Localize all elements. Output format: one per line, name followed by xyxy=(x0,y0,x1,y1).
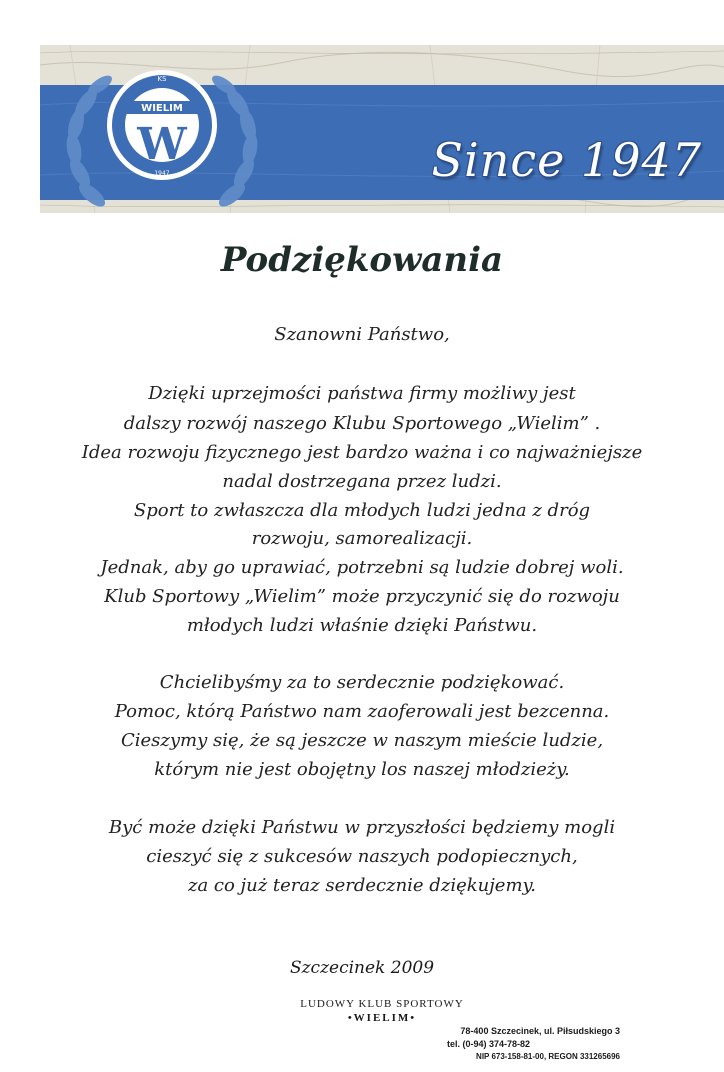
svg-text:KS: KS xyxy=(157,75,167,83)
letter-title: Podziękowania xyxy=(220,240,504,280)
text-line: cieszyć się z sukcesów naszych podopiecznych, xyxy=(146,846,578,867)
city-date: Szczecinek 2009 xyxy=(289,958,435,978)
text-line: którym nie jest obojętny los naszej młodzieży. xyxy=(154,759,570,780)
header-banner xyxy=(40,45,724,213)
text-line: Cieszymy się, że są jeszcze w naszym mieście ludzie, xyxy=(120,730,604,751)
text-line: nadal dostrzegana przez ludzi. xyxy=(222,471,502,492)
text-line: dalszy rozwój naszego Klubu Sportowego „Wielim” . xyxy=(123,413,601,434)
stamp-nip-regon: NIP 673-158-81-00, REGON 331265696 xyxy=(476,1052,620,1061)
text-line: Idea rozwoju fizycznego jest bardzo ważna i co najważniejsze xyxy=(81,442,643,463)
text-line: Być może dzięki Państwu w przyszłości będziemy mogli xyxy=(108,817,616,838)
stamp-club: LUDOWY KLUB SPORTOWY xyxy=(300,998,464,1010)
text-line: Sport to zwłaszcza dla młodych ludzi jedna z dróg xyxy=(133,500,591,521)
svg-text:WIELIM: WIELIM xyxy=(141,103,183,114)
stamp-address: 78-400 Szczecinek, ul. Piłsudskiego 3 xyxy=(460,1026,620,1036)
greeting: Szanowni Państwo, xyxy=(274,324,450,345)
club-crest-icon xyxy=(104,67,220,183)
text-line: młodych ludzi właśnie dzięki Państwu. xyxy=(186,615,538,636)
text-line: Klub Sportowy „Wielim” może przyczynić się do rozwoju xyxy=(104,586,620,607)
text-line: rozwoju, samorealizacji. xyxy=(251,528,473,549)
stamp-tel: tel. (0-94) 374-78-82 xyxy=(446,1039,530,1049)
text-line: Jednak, aby go uprawiać, potrzebni są ludzie dobrej woli. xyxy=(100,557,624,578)
svg-text:1947: 1947 xyxy=(154,170,170,177)
svg-text:W: W xyxy=(137,119,187,170)
text-line: Pomoc, którą Państwo nam zaoferowali jest bezcenna. xyxy=(114,701,610,722)
text-line: Dzięki uprzejmości państwa firmy możliwy jest xyxy=(148,383,576,404)
stamp-name: •WIELIM• xyxy=(347,1012,417,1024)
text-line: Chcielibyśmy za to serdecznie podziękować. xyxy=(159,672,565,693)
text-line: za co już teraz serdecznie dziękujemy. xyxy=(187,875,537,896)
since-tagline: Since 1947 xyxy=(431,133,702,187)
